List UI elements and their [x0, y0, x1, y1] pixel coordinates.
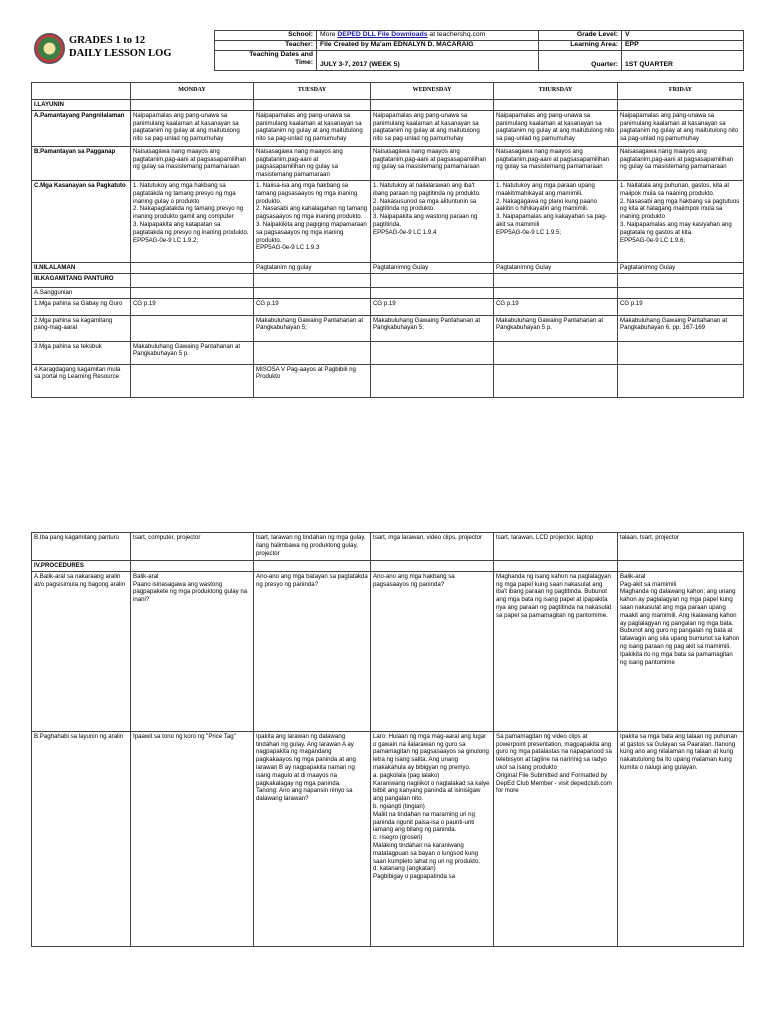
day-cell-friday	[618, 561, 744, 572]
table-row	[32, 287, 744, 298]
day-header-monday: MONDAY	[131, 83, 254, 100]
header-title	[69, 34, 209, 60]
day-cell-friday: Ipakita sa mga bata ang talaan ng puhunan at gastos sa Gulayan sa Paaralan. Itanong kung ano ang nilalaman ng talaan at kung nakatutulong ba ito upang malaman kung kumita o nalugi ang gulayan.	[618, 731, 744, 946]
row-label: IV.PROCEDURES	[32, 561, 131, 572]
learning-area-label: Learning Area:	[539, 40, 622, 50]
row-label: 4.Karagdagang kagamitan mula sa portal ng Learning Resource	[32, 364, 131, 397]
day-cell-wednesday: Naipapamalas ang pang-unawa sa panimulang kaalaman at kasanayan sa pagtatanim ng gulay at ang maitutulong nito sa pag-unlad ng pamumuhay	[371, 110, 494, 146]
day-cell-thursday	[494, 561, 618, 572]
table-row	[32, 731, 744, 946]
day-cell-monday	[131, 561, 254, 572]
day-cell-tuesday: Naipapamalas ang pang-unawa sa panimulang kaalaman at kasanayan sa pagtatanim ng gulay at ang maitutulong nito sa pag-unlad ng pamumuhay	[254, 110, 371, 146]
table-row	[32, 571, 744, 731]
day-cell-thursday: Naisasagawa nang maayos ang pagtatanim,pag-aani at pagsasapamilihan ng gulay sa masistemang pamamaraan	[494, 146, 618, 180]
lesson-table-part2	[31, 532, 744, 947]
dates-label: Teaching Dates and Time:	[215, 50, 317, 70]
row-label: C.Mga Kasanayan sa Pagkatuto	[32, 180, 131, 262]
day-cell-wednesday	[371, 364, 494, 397]
table-row	[32, 315, 744, 341]
day-cell-tuesday	[254, 341, 371, 364]
day-cell-wednesday	[371, 341, 494, 364]
day-cell-friday: Makabuluhang Gawaing Pantahanan at Pangkabuhayan 6, pp. 167-169	[618, 315, 744, 341]
day-cell-wednesday: Pagtatanimng Gulay	[371, 262, 494, 273]
table-row	[32, 273, 744, 287]
day-cell-monday	[131, 287, 254, 298]
row-label: III.KAGAMITANG PANTURO	[32, 273, 131, 287]
table-row	[32, 110, 744, 146]
day-cell-monday	[131, 262, 254, 273]
day-cell-tuesday	[254, 100, 371, 111]
day-cell-friday: talaan, tsart, projector	[618, 533, 744, 561]
day-cell-monday: Ipaawit sa tono ng koro ng "Price Tag"	[131, 731, 254, 946]
row-label: B.Pamantayan sa Pagganap	[32, 146, 131, 180]
day-cell-friday: 1. Naitatala ang puhunan, gastos, kita at maiipok mula sa naaning produkto. 2. Nasasabi ang mga hakbang sa pagtutuos ng kita at halagang maiimpok mula sa inaning produkto 3. Naipapamalas ang may kasiyahan ang pagtatala ng gastos at kita. EPP5AG-0e-9 LC 1.9.6;	[618, 180, 744, 262]
day-cell-thursday: Pagtatanimng Gulay	[494, 262, 618, 273]
day-cell-tuesday: Makabuluhang Gawaing Pantahanan at Pangkabuhayan 5;	[254, 315, 371, 341]
grade-level-value: V	[622, 31, 744, 41]
day-cell-thursday: CG p.19	[494, 298, 618, 315]
day-cell-tuesday	[254, 273, 371, 287]
day-cell-friday: Naipapamalas ang pang-unawa sa panimulang kaalaman at kasanayan sa pagtatanim ng gulay at ang maitutulong nito sa pag-unlad ng pamumuhay	[618, 110, 744, 146]
day-cell-thursday: tsart, larawan, LCD projector, laptop	[494, 533, 618, 561]
table-row	[32, 100, 744, 111]
row-label: 3.Mga pahina sa teksbuk	[32, 341, 131, 364]
row-label: 2.Mga pahina sa kagamitang pang-mag-aaral	[32, 315, 131, 341]
grades-label: GRADES 1 to 12	[69, 35, 146, 46]
day-header-row	[32, 83, 744, 100]
dates-value: JULY 3-7, 2017 (WEEK 5)	[317, 50, 539, 70]
school-link[interactable]: DEPED DLL File Downloads	[337, 31, 428, 38]
row-label: B.Paghahabi sa layunin ng aralin	[32, 731, 131, 946]
day-cell-thursday	[494, 287, 618, 298]
table-row	[32, 298, 744, 315]
table-row	[32, 262, 744, 273]
day-cell-tuesday: CG p.19	[254, 298, 371, 315]
day-cell-monday: Naisasagawa nang maayos ang pagtatanim,pag-aani at pagsasapamilihan ng gulay sa masistemang pamamaraan	[131, 146, 254, 180]
day-cell-tuesday: 1. Naiisa-isa ang mga hakbang sa tamang pagsasaayos ng mga inaning produkto. 2. Nasasabi ang kahalagahan ng tamang pagsasaayos ng mga inaning produkto. 3. Naipakikita ang pagiging mapamaraan sa pagsasaayos ng mga inaning produkto. EPP5AG-0e-9 LC 1.9.3	[254, 180, 371, 262]
dll-label: DAILY LESSON LOG	[69, 48, 172, 59]
day-cell-tuesday: tsart, larawan ng tindahan ng mga gulay, ilang halimbawa ng produktong gulay, projector	[254, 533, 371, 561]
day-cell-friday	[618, 341, 744, 364]
day-cell-thursday	[494, 100, 618, 111]
lesson-log-header	[31, 30, 743, 77]
table-row	[32, 364, 744, 397]
day-cell-friday	[618, 100, 744, 111]
day-cell-monday: CG p.19	[131, 298, 254, 315]
row-label: B.Iba pang kagamitang panturo	[32, 533, 131, 561]
day-header-tuesday: TUESDAY	[254, 83, 371, 100]
day-cell-thursday: 1. Natutukoy ang mga paraan upang maakit/mahikayat ang mamimili. 2. Nakagagawa ng plano kung paano aakitin o hihikayatin ang mamimili. 3. Naipapamalas ang kakayahan sa pag-akit sa mamimili EPP5AG-0e-9 LC 1.9.5;	[494, 180, 618, 262]
day-header-thursday: THURSDAY	[494, 83, 618, 100]
school-label: School:	[215, 31, 317, 41]
day-cell-friday: CG p.19	[618, 298, 744, 315]
day-cell-wednesday	[371, 561, 494, 572]
day-cell-monday	[131, 273, 254, 287]
row-label: A.Balik-aral sa nakaraang aralin at/o pagsisimula ng bagong aralin	[32, 571, 131, 731]
teacher-value: File Created by Ma'am EDNALYN D. MACARAIG	[317, 40, 539, 50]
day-cell-wednesday	[371, 100, 494, 111]
lesson-table-part1	[31, 82, 744, 398]
grade-level-label: Grade Level:	[539, 31, 622, 41]
day-cell-thursday	[494, 364, 618, 397]
table-row	[32, 533, 744, 561]
day-cell-monday: Naipapamalas ang pang-unawa sa panimulang kaalaman at kasanayan sa pagtatanim ng gulay at ang maitutulong nito sa pag-unlad ng pamumuhay	[131, 110, 254, 146]
day-cell-friday	[618, 273, 744, 287]
day-cell-wednesday: Naisasagawa nang maayos ang pagtatanim,pag-aani at pagsasapamilihan ng gulay sa masistemang pamamaraan	[371, 146, 494, 180]
day-cell-monday: tsart, computer, projector	[131, 533, 254, 561]
day-cell-friday	[618, 364, 744, 397]
day-cell-friday: Balik-aral Pag-akit sa mamimili Maghanda ng dalawang kahon; ang unang kahon ay paglalagyan ng mga papel kung saan nakasulat ang mga paraan upang maakit ang mamimili. Ang ikalawang kahon ay paglalagyan ng pangalan ng mga bata. Bubunot ang guro ng pangalan ng bata at tatawagin ang sila upang bumunot sa kahon ng isang paraan ng pag akit sa mamimili. Ipakikita ito ng mga bata sa pamamagitan ng isang pantomime	[618, 571, 744, 731]
deped-seal-logo	[34, 33, 65, 64]
school-value: More DEPED DLL File Downloads at teachershq.com	[317, 31, 539, 41]
day-cell-wednesday: tsart, mga larawan, video clips, projector	[371, 533, 494, 561]
table-row	[32, 561, 744, 572]
day-cell-friday	[618, 287, 744, 298]
quarter-value: 1ST QUARTER	[622, 50, 744, 70]
learning-area-value: EPP	[622, 40, 744, 50]
row-label: II.NILALAMAN	[32, 262, 131, 273]
table-row	[32, 180, 744, 262]
day-cell-tuesday: MISOSA V Pag-aayos at Pagbibili ng Produkto	[254, 364, 371, 397]
quarter-label: Quarter:	[539, 50, 622, 70]
day-cell-friday: Naisasagawa nang maayos ang pagtatanim,pag-aani at pagsasapamilihan ng gulay sa masistemang pamamaraan	[618, 146, 744, 180]
day-cell-thursday: Makabuluhang Gawaing Pantahanan at Pangkabuhayan 5 p.	[494, 315, 618, 341]
day-cell-wednesday: Makabuluhang Gawaing Pantahanan at Pangkabuhayan 5;	[371, 315, 494, 341]
row-label: A.Pamantayang Pangnilalaman	[32, 110, 131, 146]
day-cell-tuesday: Pagtatanim ng gulay	[254, 262, 371, 273]
day-cell-tuesday	[254, 561, 371, 572]
day-cell-thursday: Sa pamamagitan ng video clips at powerpoint presentation, magpapakita ang guro ng mga patalastas na napapanood sa telebisyon at tagline na naririnig sa radyo ukol sa isang produkto Original File Submitted and Formatted by DepEd Club Member - visit depedclub.com for more	[494, 731, 618, 946]
table-row	[32, 341, 744, 364]
day-cell-tuesday: Ipakita ang larawan ng dalawang tindahan ng gulay. Ang larawan A ay nagpapakita ng magandang pagkakaayos ng mga paninda at ang larawan B ay nagpapakita naman ng isang magulo at di maayos na pagkakalagay ng mga paninda. Tanong: Ano ang napansin ninyo sa dalawang larawan?	[254, 731, 371, 946]
day-cell-tuesday	[254, 287, 371, 298]
day-cell-thursday	[494, 341, 618, 364]
row-label: I.LAYUNIN	[32, 100, 131, 111]
teacher-label: Teacher:	[215, 40, 317, 50]
row-label: A.Sanggunian	[32, 287, 131, 298]
day-cell-monday: Makabuluhang Gawaing Pantahanan at Pangkabuhayan 5 p.	[131, 341, 254, 364]
day-cell-thursday: Maghanda ng isang kahon na paglalagyan ng mga papel kung saan nakasulat ang iba't ibang paraan ng pagtitinda. Bubunot ang mga bata ng isang papel at ipapakita nya ang paraan ng pagtitinda na nakasulat sa papel sa pamamagitan ng pantomime.	[494, 571, 618, 731]
day-cell-tuesday: Ano-ano ang mga batayan sa pagtatakda ng presyo ng paninda?	[254, 571, 371, 731]
day-header-wednesday: WEDNESDAY	[371, 83, 494, 100]
corner-cell	[32, 83, 131, 100]
day-cell-thursday: Naipapamalas ang pang-unawa sa panimulang kaalaman at kasanayan sa pagtatanim ng gulay at ang maitutulong nito sa pag-unlad ng pamumuhay	[494, 110, 618, 146]
header-info-table	[214, 30, 744, 71]
day-cell-tuesday: Naisasagawa nang maayos ang pagtatanim,pag-aani at pagsasapamilihan ng gulay sa masistemang pamamaraan	[254, 146, 371, 180]
day-cell-friday: Pagtatanimng Gulay	[618, 262, 744, 273]
day-cell-monday: 1. Natutukoy ang mga hakbang sa pagtatakda ng tamang presyo ng mga inaning gulay o produkto 2. Nakapagtatakda ng tamang presyo ng inaning produkto gamit ang computer 3. Naipapakita ang katapatan sa pagtatakda ng presyo ng inaning produkto. EPP5AG-0e-9 LC 1.9.2;	[131, 180, 254, 262]
day-cell-wednesday	[371, 273, 494, 287]
day-cell-monday	[131, 100, 254, 111]
day-cell-monday	[131, 315, 254, 341]
table-row	[32, 146, 744, 180]
day-cell-wednesday: 1. Natutukoy at nailalarawan ang iba't ibang paraan ng pagtitinda ng produkto. 2. Nakasusunod sa mga alituntunin sa pagtitinda ng produkto. 3. Naipapakita ang wastong paraan ng pagtitinda. EPP5AG-0e-9 LC 1.9.4	[371, 180, 494, 262]
day-cell-wednesday: CG p.19	[371, 298, 494, 315]
day-cell-monday	[131, 364, 254, 397]
day-header-friday: FRIDAY	[618, 83, 744, 100]
day-cell-thursday	[494, 273, 618, 287]
day-cell-wednesday: Ano-ano ang mga hakbang sa pagsasaayos ng paninda?	[371, 571, 494, 731]
day-cell-wednesday	[371, 287, 494, 298]
day-cell-wednesday: Laro: Hulaan ng mga mag-aaral ang lugar o gawain na ilalarawan ng guro sa pamamagitan ng pagsasaayos sa ginulong letra ng isang salita. Ang unang makakahula ay bibigyan ng premyo. a. pagkolala (pag lalako) Karaniwang nagiiikot o naglalakad sa kalye bitbit ang kanyang paninda at isinisigaw ang pangalan nito. b. ngiangti (tingian) Maliit na tindahan na maraming uri ng paninda ngunit paisa-isa o paunti-unti lamang ang bilang ng paninda. c. risegro (groseri) Malaking tindahan na karaniwang matatagpuan sa bayan o lungsod kung saan kumpleto lahat ng uri ng produkto. d. katanang (angkatan) Pagbibigay o pagpapatinda sa	[371, 731, 494, 946]
day-cell-monday: Balik-aral Paano isinasagawa ang wastong pagpapakete ng mga produktong gulay na inani?	[131, 571, 254, 731]
row-label: 1.Mga pahina sa Gabay ng Guro	[32, 298, 131, 315]
